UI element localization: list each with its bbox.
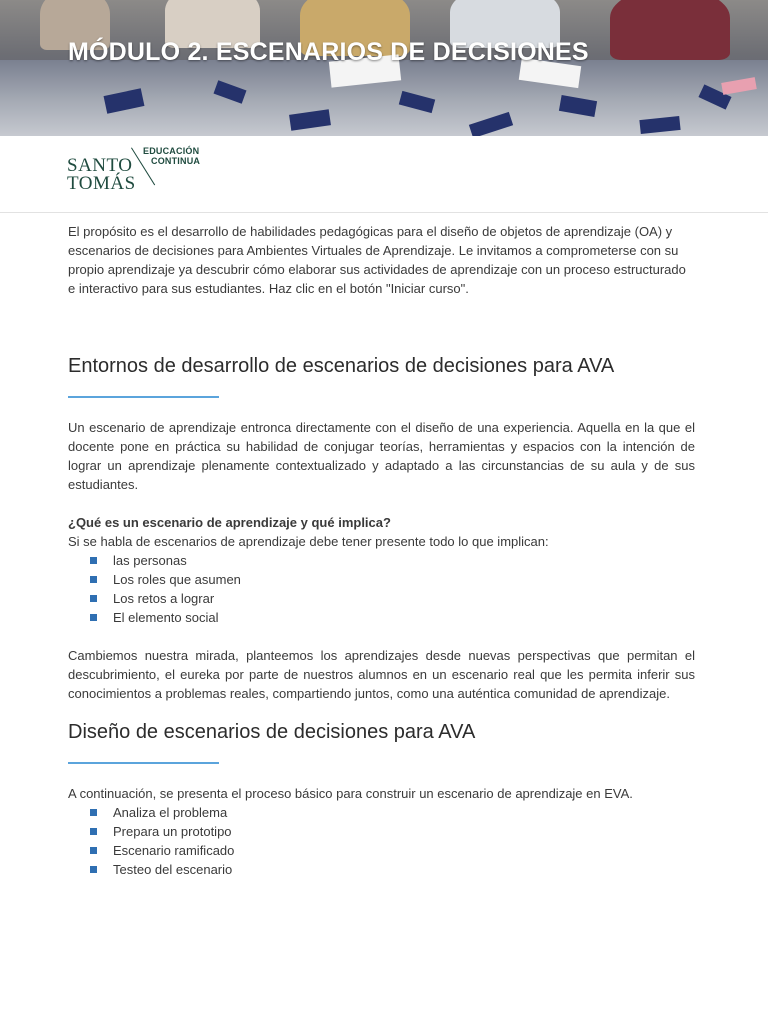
list-item: Escenario ramificado bbox=[68, 841, 695, 860]
implications-list bbox=[68, 551, 695, 627]
logo-strip bbox=[0, 136, 768, 213]
main-content bbox=[68, 222, 695, 879]
intro-paragraph: El propósito es el desarrollo de habilidades pedagógicas para el diseño de objetos de aprendizaje (OA) y escenarios de decisiones para Ambientes Virtuales de Aprendizaje. Le invitamos a comprometerse con su propio aprendizaje ya descubrir cómo elaborar sus actividades de aprendizaje con un proceso estructurado e interactivo para sus estudiantes. Haz clic en el botón "Iniciar curso". bbox=[68, 224, 686, 296]
section-heading-diseno: Diseño de escenarios de decisiones para AVA bbox=[68, 721, 476, 743]
banner-photo-person bbox=[610, 0, 730, 60]
logo-word-tomas: TOMÁS bbox=[67, 173, 136, 194]
logo-tag-educacion: EDUCACIÓN bbox=[143, 146, 200, 156]
section1-question: ¿Qué es un escenario de aprendizaje y qué implica? bbox=[68, 515, 391, 530]
list-item: Analiza el problema bbox=[68, 803, 695, 822]
section-heading-entornos: Entornos de desarrollo de escenarios de decisiones para AVA bbox=[68, 355, 615, 377]
list-item: Prepara un prototipo bbox=[68, 822, 695, 841]
logo-tag-continua: CONTINUA bbox=[151, 156, 201, 166]
header-banner bbox=[0, 0, 768, 136]
list-item: las personas bbox=[68, 551, 695, 570]
section1-lead: Si se habla de escenarios de aprendizaje debe tener presente todo lo que implican: bbox=[68, 534, 549, 549]
section-divider bbox=[68, 396, 219, 398]
list-item: Testeo del escenario bbox=[68, 860, 695, 879]
list-item: Los roles que asumen bbox=[68, 570, 695, 589]
list-item: Los retos a lograr bbox=[68, 589, 695, 608]
santo-tomas-logo bbox=[67, 146, 217, 206]
list-item: El elemento social bbox=[68, 608, 695, 627]
section-divider bbox=[68, 762, 219, 764]
section1-paragraph: Un escenario de aprendizaje entronca directamente con el diseño de una experiencia. Aquella en la que el docente pone en práctica su habilidad de conjugar teorías, herramientas y espacios con la intención de lograr un aprendizaje plenamente contextualizado y adaptado a las circunstancias de su aula y de sus estudiantes. bbox=[68, 420, 695, 492]
logo-word-santo: SANTO bbox=[67, 155, 133, 176]
section1-closing: Cambiemos nuestra mirada, planteemos los aprendizajes desde nuevas perspectivas que permitan el descubrimiento, el eureka por parte de nuestros alumnos en un escenario real que les permita inferir sus conocimientos a problemas reales, compartiendo juntos, como una auténtica comunidad de aprendizaje. bbox=[68, 648, 695, 701]
section2-lead: A continuación, se presenta el proceso básico para construir un escenario de aprendizaje en EVA. bbox=[68, 786, 633, 801]
process-steps-list bbox=[68, 803, 695, 879]
page-title: MÓDULO 2. ESCENARIOS DE DECISIONES bbox=[68, 38, 589, 66]
